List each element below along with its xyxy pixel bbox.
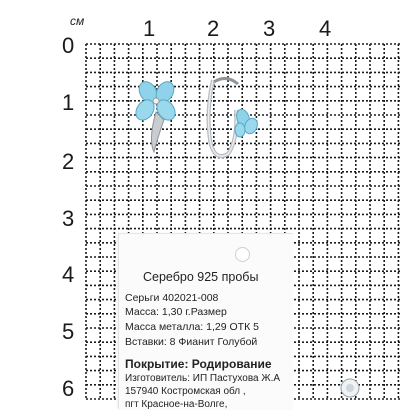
left-tick-4: 4 xyxy=(62,262,75,287)
tag-line-mass: Масса: 1,30 г.Размер xyxy=(125,306,227,318)
unit-label: см xyxy=(70,14,85,28)
tag-line-article: Серьги 402021-008 xyxy=(125,292,219,304)
tag-title: Серебро 925 пробы xyxy=(143,270,259,284)
left-tick-1: 1 xyxy=(62,90,75,115)
top-tick-3: 3 xyxy=(263,16,276,41)
top-tick-2: 2 xyxy=(207,16,220,41)
left-tick-0: 0 xyxy=(62,33,75,58)
tag-maker-2: 157940 Костромская обл , xyxy=(125,386,246,397)
left-tick-5: 5 xyxy=(62,319,75,344)
left-tick-3: 3 xyxy=(62,206,75,231)
top-tick-4: 4 xyxy=(319,16,332,41)
left-tick-2: 2 xyxy=(62,149,75,174)
tag-hole xyxy=(235,247,250,262)
flower-earring xyxy=(132,78,179,152)
tag-maker-1: Изготовитель: ИП Пастухова Ж.А xyxy=(125,373,281,384)
left-tick-6: 6 xyxy=(62,376,75,401)
tag-line-inserts: Вставки: 8 Фианит Голубой xyxy=(125,336,258,348)
earrings-image xyxy=(118,70,278,180)
tag-line-metal-mass: Масса металла: 1,29 ОТК 5 xyxy=(125,321,259,333)
product-tag xyxy=(118,233,293,409)
top-tick-1: 1 xyxy=(143,16,156,41)
tag-maker-3: пгт Красное-на-Волге, xyxy=(125,399,228,410)
side-earring xyxy=(209,78,260,156)
tag-coating: Покрытие: Родирование xyxy=(125,357,272,371)
partial-stone xyxy=(335,372,365,400)
